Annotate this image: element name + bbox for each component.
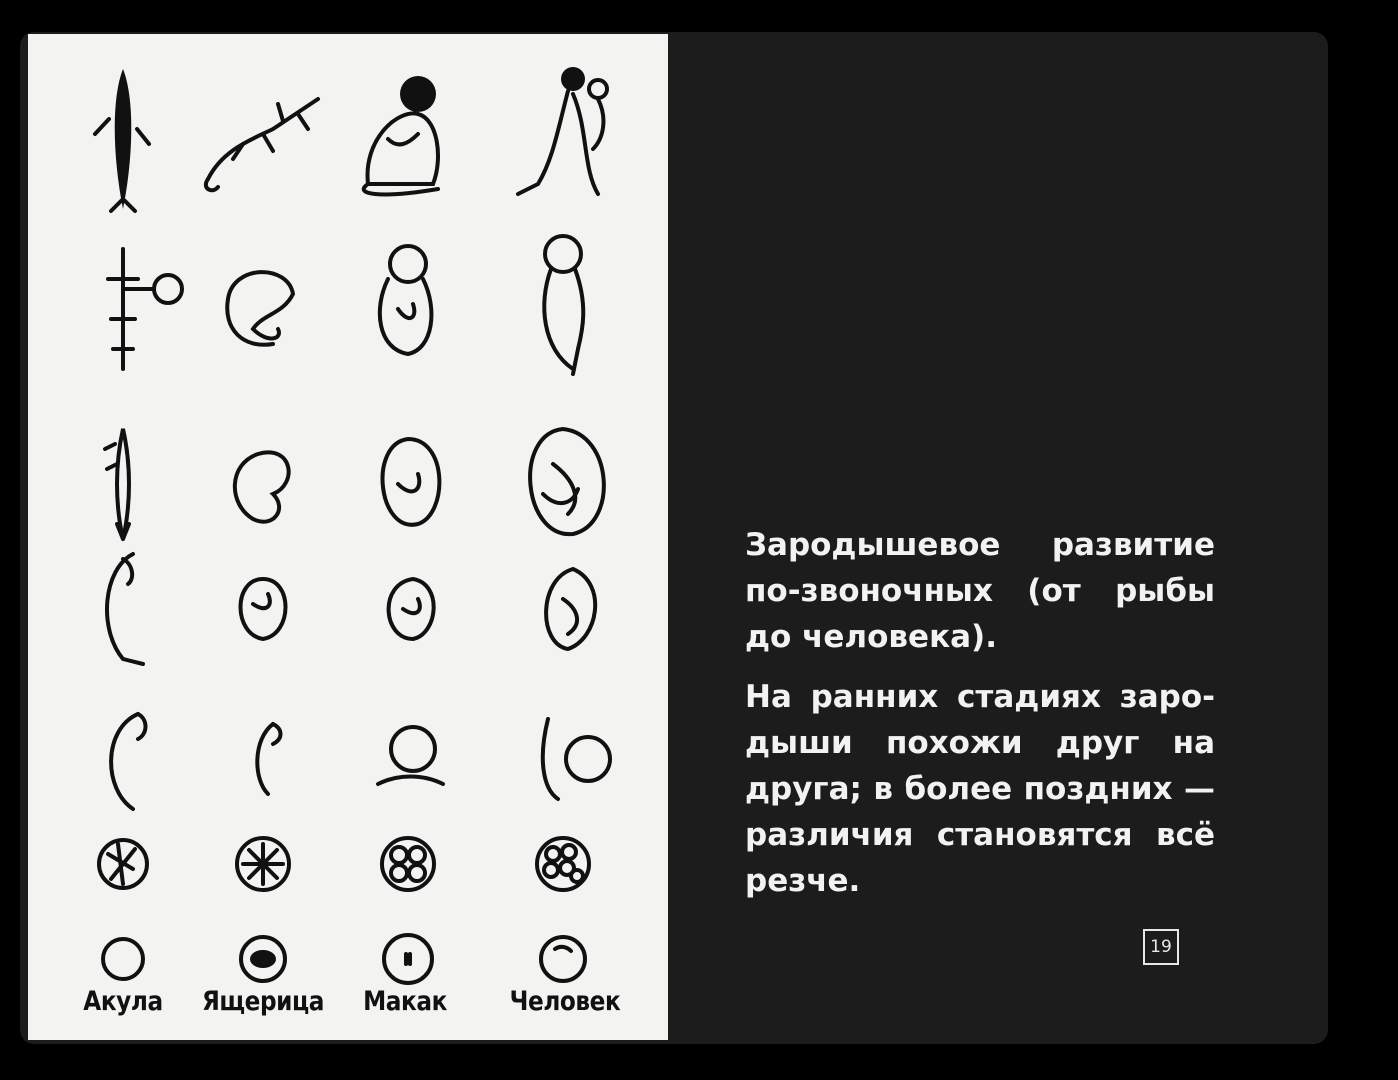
macaque-adult-icon bbox=[338, 64, 478, 214]
lizard-adult-icon bbox=[193, 64, 333, 214]
macaque-late-embryo-icon bbox=[338, 234, 478, 384]
caption bbox=[745, 522, 1215, 918]
lizard-early-embryo-icon bbox=[193, 549, 333, 669]
macaque-cleavage-icon bbox=[338, 829, 478, 899]
embryo-grid bbox=[28, 34, 668, 1040]
macaque-early-embryo-icon bbox=[338, 549, 478, 669]
lizard-egg-icon bbox=[193, 929, 333, 989]
human-early-embryo-icon bbox=[493, 549, 633, 669]
macaque-mid-embryo-icon bbox=[338, 419, 478, 549]
macaque-egg-icon bbox=[338, 929, 478, 989]
caption-body: На ранних стадиях заро-дыши похожи друг на друга; в более поздних — различия становятся всё резче. bbox=[745, 679, 1215, 899]
column-label-human: Человек bbox=[509, 986, 621, 1017]
shark-adult-icon bbox=[53, 64, 193, 214]
shark-earliest-embryo-icon bbox=[53, 704, 193, 814]
shark-egg-icon bbox=[53, 929, 193, 989]
human-adult-icon bbox=[493, 64, 633, 214]
column-label-lizard: Ящерица bbox=[201, 986, 325, 1017]
human-mid-embryo-icon bbox=[493, 419, 633, 549]
column-label-macaque: Макак bbox=[363, 986, 447, 1017]
macaque-earliest-embryo-icon bbox=[338, 704, 478, 814]
human-egg-icon bbox=[493, 929, 633, 989]
caption-title: Зародышевое развитие по-звоночных (от рыбы до человека). bbox=[745, 527, 1215, 655]
embryo-illustration-plate bbox=[28, 34, 668, 1040]
human-late-embryo-icon bbox=[493, 234, 633, 384]
human-earliest-embryo-icon bbox=[493, 704, 633, 814]
lizard-cleavage-icon bbox=[193, 829, 333, 899]
shark-late-embryo-icon bbox=[53, 234, 193, 384]
shark-mid-embryo-icon bbox=[53, 419, 193, 549]
human-cleavage-icon bbox=[493, 829, 633, 899]
shark-early-embryo-icon bbox=[53, 549, 193, 669]
lizard-earliest-embryo-icon bbox=[193, 704, 333, 814]
shark-cleavage-icon bbox=[53, 829, 193, 899]
lizard-mid-embryo-icon bbox=[193, 419, 333, 549]
column-label-shark: Акула bbox=[83, 986, 163, 1017]
page-number-box: 19 bbox=[1143, 929, 1179, 965]
lizard-late-embryo-icon bbox=[193, 234, 333, 384]
column-labels bbox=[28, 986, 668, 1030]
